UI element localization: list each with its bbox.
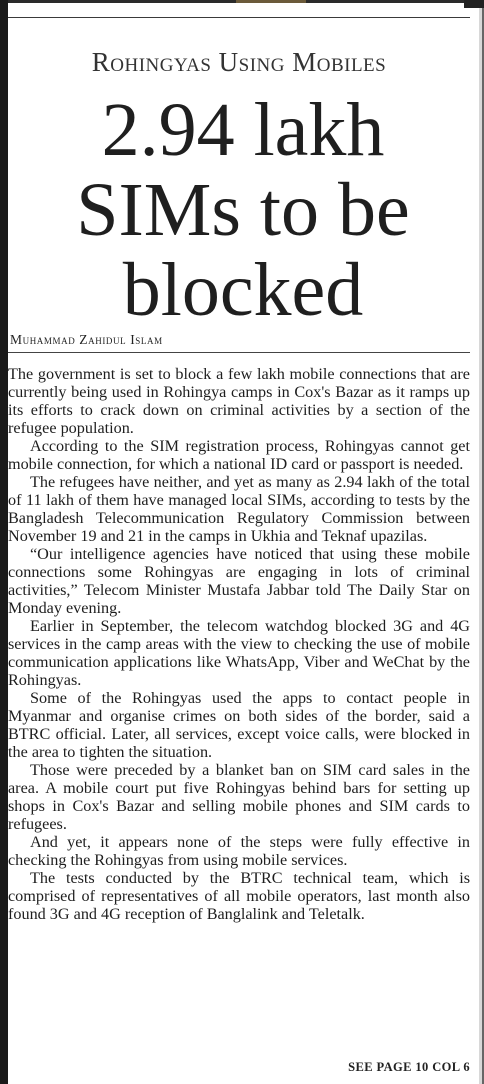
header-rule — [8, 17, 470, 18]
paragraph: And yet, it appears none of the steps were fully effective in checking the Rohingyas from using mobile services. — [8, 833, 470, 869]
page-corner-mark — [464, 0, 484, 8]
article-body — [8, 365, 470, 923]
paragraph: The refugees have neither, and yet as many as 2.94 lakh of the total of 11 lakh of them have managed local SIMs, according to tests by the Bangladesh Telecommunication Regulatory Commission between November 19 and 21 in the camps in Ukhia and Teknaf upazilas. — [8, 473, 470, 545]
byline-rule — [8, 352, 470, 353]
page-left-edge — [0, 0, 8, 1084]
headline-line-3: blocked — [122, 248, 364, 332]
paragraph: “Our intelligence agencies have noticed that using these mobile connections some Rohingyas are engaging in lots of criminal activities,” Telecom Minister Mustafa Jabbar told The Daily Star on Monday evening. — [8, 545, 470, 617]
top-rule-accent — [236, 0, 306, 3]
kicker: Rohingyas Using Mobiles — [91, 47, 387, 77]
headline-line-2: SIMs to be — [76, 168, 410, 252]
headline-line-1: 2.94 lakh — [101, 88, 385, 172]
paragraph: The tests conducted by the BTRC technical team, which is comprised of representatives of all mobile operators, last month also found 3G and 4G reception of Banglalink and Teletalk. — [8, 869, 470, 923]
paragraph: Earlier in September, the telecom watchdog blocked 3G and 4G services in the camp areas with the view to checking the use of mobile communication applications like WhatsApp, Viber and WeChat by the Rohingyas. — [8, 617, 470, 689]
jump-line: SEE PAGE 10 COL 6 — [348, 1060, 470, 1074]
paragraph: Those were preceded by a blanket ban on SIM card sales in the area. A mobile court put five Rohingyas behind bars for setting up shops in Cox's Bazar and selling mobile phones and SIM cards to refugees. — [8, 761, 470, 833]
paragraph: According to the SIM registration process, Rohingyas cannot get mobile connection, for which a national ID card or passport is needed. — [8, 437, 470, 473]
paragraph: Some of the Rohingyas used the apps to contact people in Myanmar and organise crimes on both sides of the border, said a BTRC official. Later, all services, except voice calls, were blocked in the area to tighten the situation. — [8, 689, 470, 761]
headline — [8, 90, 478, 330]
paragraph: The government is set to block a few lakh mobile connections that are currently being used in Rohingya camps in Cox's Bazar as it ramps up its efforts to crack down on criminal activities by a section of the refugee population. — [8, 365, 470, 437]
byline: Muhammad Zahidul Islam — [10, 332, 163, 347]
